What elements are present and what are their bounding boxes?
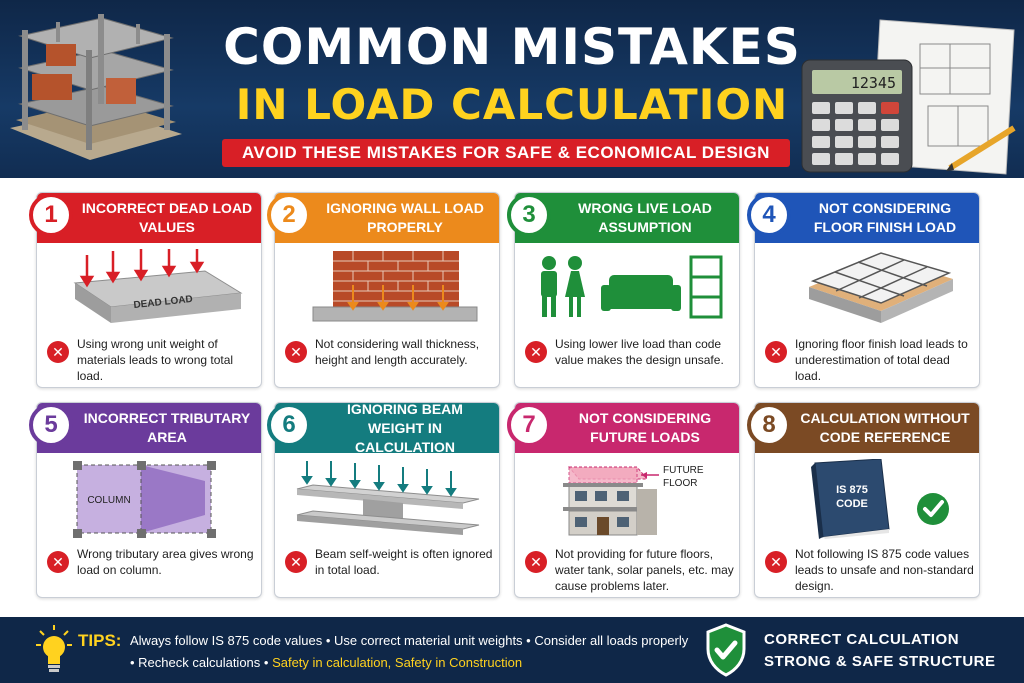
- brick-wall-icon: [283, 249, 493, 329]
- future-label: FUTURE: [663, 465, 704, 476]
- error-x-icon: ✕: [47, 341, 69, 363]
- card-number: 2: [267, 193, 311, 237]
- card-number: 6: [267, 403, 311, 447]
- card-number: 8: [747, 403, 791, 447]
- calculator-blueprint-icon: [800, 10, 1020, 178]
- mistake-card-5: [36, 402, 262, 598]
- card-description: Not considering wall thickness, height and length accurately.: [315, 337, 480, 367]
- card-title: WRONG LIVE LOAD ASSUMPTION: [515, 193, 739, 243]
- error-x-icon: ✕: [765, 341, 787, 363]
- mistake-card-2: [274, 192, 500, 388]
- error-x-icon: ✕: [525, 551, 547, 573]
- card-description: Not following IS 875 code values leads to unsafe and non-standard design.: [795, 547, 974, 593]
- people-furniture-icon: [523, 249, 733, 329]
- card-description: Wrong tributary area gives wrong load on column.: [77, 547, 254, 577]
- book-title: IS 875: [836, 484, 868, 496]
- tips-text-2-prefix: • Recheck calculations •: [130, 655, 273, 670]
- error-x-icon: ✕: [47, 551, 69, 573]
- building-frame-icon: [6, 8, 186, 168]
- slogan-line-1: CORRECT CALCULATION: [764, 631, 960, 648]
- error-x-icon: ✕: [285, 341, 307, 363]
- tributary-area-icon: [45, 459, 255, 539]
- card-number: 5: [29, 403, 73, 447]
- card-title: INCORRECT TRIBUTARY AREA: [37, 403, 261, 453]
- error-x-icon: ✕: [285, 551, 307, 573]
- safety-slogan: Safety in calculation, Safety in Construction: [272, 655, 523, 670]
- card-number: 1: [29, 193, 73, 237]
- card-number: 4: [747, 193, 791, 237]
- header-banner: [0, 0, 1024, 178]
- card-title: IGNORING WALL LOAD PROPERLY: [275, 193, 499, 243]
- floor-label: FLOOR: [663, 478, 698, 489]
- mistake-card-1: [36, 192, 262, 388]
- mistake-card-7: [514, 402, 740, 598]
- page-title: COMMON MISTAKES: [223, 18, 801, 76]
- tips-label: TIPS:: [78, 631, 122, 650]
- card-description: Not providing for future floors, water tank, solar panels, etc. may cause problems later.: [555, 547, 734, 593]
- mistake-card-3: [514, 192, 740, 388]
- card-title: INCORRECT DEAD LOAD VALUES: [37, 193, 261, 243]
- subtitle-ribbon: AVOID THESE MISTAKES FOR SAFE & ECONOMICAL DESIGN: [222, 139, 790, 167]
- card-description: Ignoring floor finish load leads to underestimation of total dead load.: [795, 337, 968, 383]
- card-title: IGNORING BEAM WEIGHT IN CALCULATION: [275, 403, 499, 453]
- card-description: Using wrong unit weight of materials leads to wrong total load.: [77, 337, 234, 383]
- house-future-floor-icon: [523, 459, 733, 539]
- book-subtitle: CODE: [836, 498, 868, 510]
- tips-footer: [0, 617, 1024, 683]
- shield-check-icon: [704, 623, 748, 677]
- card-title: NOT CONSIDERING FLOOR FINISH LOAD: [755, 193, 979, 243]
- i-beam-icon: [283, 459, 493, 539]
- page-title-highlight: IN LOAD CALCULATION: [235, 80, 789, 129]
- code-book-icon: [763, 459, 973, 539]
- mistake-card-8: [754, 402, 980, 598]
- column-label: COLUMN: [87, 495, 131, 506]
- lightbulb-icon: [36, 625, 72, 675]
- dead-load-slab-icon: [45, 249, 255, 329]
- card-description: Using lower live load than code value makes the design unsafe.: [555, 337, 724, 367]
- card-title: NOT CONSIDERING FUTURE LOADS: [515, 403, 739, 453]
- card-title: CALCULATION WITHOUT CODE REFERENCE: [755, 403, 979, 453]
- error-x-icon: ✕: [525, 341, 547, 363]
- error-x-icon: ✕: [765, 551, 787, 573]
- mistake-card-4: [754, 192, 980, 388]
- card-number: 7: [507, 403, 551, 447]
- tips-text: Always follow IS 875 code values • Use correct material unit weights • Consider all loads properly: [130, 633, 689, 648]
- dead-load-label: DEAD LOAD: [133, 293, 194, 312]
- tips-text-2: [130, 655, 522, 670]
- card-description: Beam self-weight is often ignored in total load.: [315, 547, 493, 577]
- card-number: 3: [507, 193, 551, 237]
- slogan-line-2: STRONG & SAFE STRUCTURE: [764, 653, 996, 670]
- floor-tiles-icon: [763, 249, 973, 329]
- calculator-display: 12345: [850, 74, 896, 92]
- mistake-card-6: [274, 402, 500, 598]
